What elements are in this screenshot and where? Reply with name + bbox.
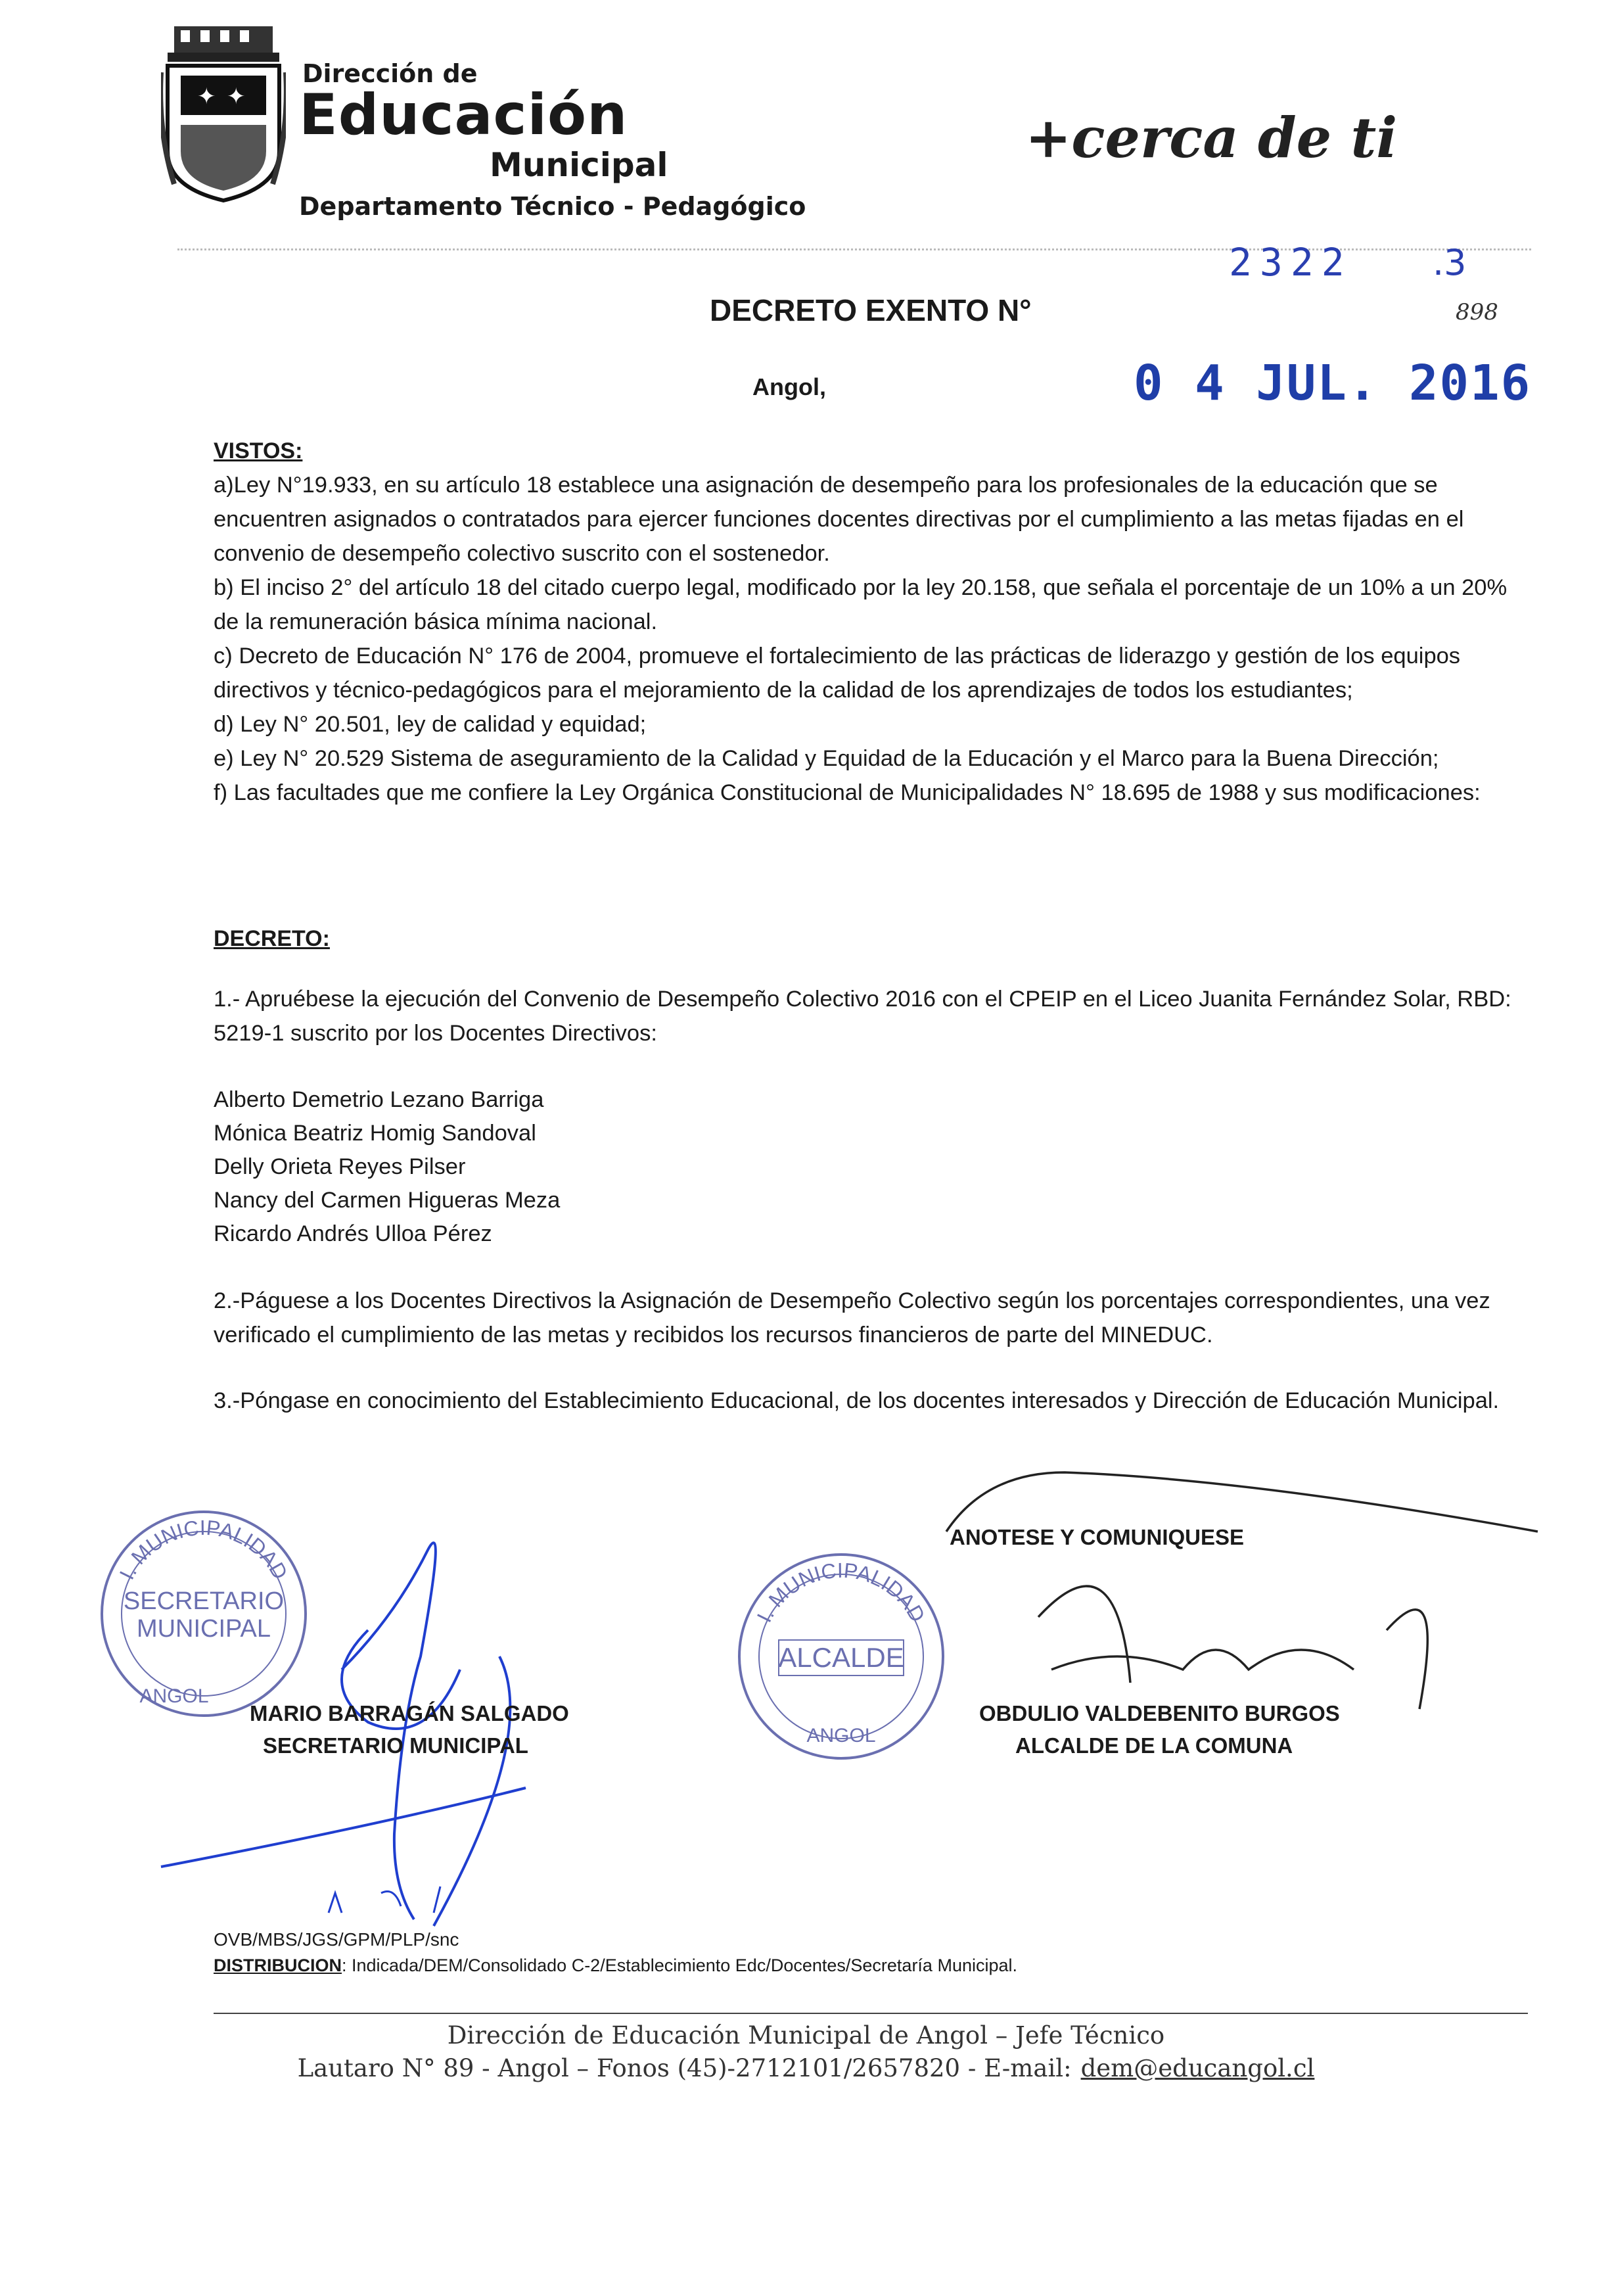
mayor-name: OBDULIO VALDEBENITO BURGOS <box>979 1701 1340 1725</box>
list-item: Mónica Beatriz Homig Sandoval <box>214 1121 536 1146</box>
header-title: Educación <box>299 82 628 148</box>
vistos-item-e: e) Ley N° 20.529 Sistema de aseguramiento de la Calidad y Equidad de la Educación y el Marco para la Buena Dirección; <box>214 746 1439 771</box>
secretary-title: SECRETARIO MUNICIPAL <box>263 1733 528 1758</box>
slogan: +cerca de ti <box>1025 105 1398 170</box>
decreto-item-3: 3.-Póngase en conocimiento del Establecimiento Educacional, de los docentes interesados y Dirección de Educación Municipal. <box>214 1388 1500 1413</box>
secretary-seal-icon <box>95 1505 312 1722</box>
header-line-3: Municipal <box>490 146 668 184</box>
vistos-item-b: b) El inciso 2° del artículo 18 del citado cuerpo legal, modificado por la ley 20.158, que señala el porcentaje de un 10% a un 20% de la remuneración básica mínima nacional. <box>214 575 1508 634</box>
header-line-1: Dirección de <box>302 59 478 88</box>
seal-bottom: ANGOL <box>139 1685 209 1707</box>
distribution-label: DISTRIBUCION <box>214 1956 342 1975</box>
seal-ring-text: I. MUNICIPALIDAD <box>114 1515 293 1583</box>
vistos-item-d: d) Ley N° 20.501, ley de calidad y equidad; <box>214 712 647 737</box>
decree-title: DECRETO EXENTO N° <box>710 293 1032 327</box>
mayor-title: ALCALDE DE LA COMUNA <box>1015 1733 1293 1758</box>
decreto-section <box>214 922 1521 1418</box>
list-item: Delly Orieta Reyes Pilser <box>214 1154 466 1179</box>
decree-place: Angol, <box>752 373 826 400</box>
svg-text:✦: ✦ <box>197 84 216 109</box>
date-stamp: 0 4 JUL. 2016 <box>1134 355 1532 411</box>
initials: OVB/MBS/JGS/GPM/PLP/snc <box>214 1929 459 1950</box>
directors-list <box>214 1083 1521 1251</box>
seal-center: ALCALDE <box>778 1642 904 1673</box>
footer-line-2 <box>0 2054 1612 2082</box>
mayor-seal-icon <box>733 1548 950 1765</box>
vistos-item-a: a)Ley N°19.933, en su artículo 18 establece una asignación de desempeño para los profesionales de la educación que se encuentren asignados o contratados para ejercer funciones docentes directivas por el cumplimiento a las metas fijadas en el convenio de desempeño colectivo suscrito con el sostenedor. <box>214 473 1464 566</box>
decreto-heading: DECRETO: <box>214 926 330 951</box>
decreto-item-2: 2.-Páguese a los Docentes Directivos la Asignación de Desempeño Colectivo según los porcentajes correspondientes, una vez verificado el cumplimiento de las metas y recibidos los recursos financieros de parte del MINEDUC. <box>214 1288 1490 1347</box>
seal-center-1: SECRETARIO <box>123 1587 285 1615</box>
handwritten-number: 898 <box>1456 299 1498 325</box>
list-item: Ricardo Andrés Ulloa Pérez <box>214 1221 492 1246</box>
distribution-text: : Indicada/DEM/Consolidado C-2/Establecimiento Edc/Docentes/Secretaría Municipal. <box>342 1956 1018 1975</box>
decreto-item-1: 1.- Apruébese la ejecución del Convenio de Desempeño Colectivo 2016 con el CPEIP en el Liceo Juanita Fernández Solar, RBD: 5219-1 suscrito por los Docentes Directivos: <box>214 987 1511 1046</box>
seal-ring-text: I. MUNICIPALIDAD <box>752 1558 931 1626</box>
list-item: Alberto Demetrio Lezano Barriga <box>214 1087 544 1112</box>
vistos-section <box>214 434 1521 810</box>
secretary-name: MARIO BARRAGÁN SALGADO <box>250 1701 569 1725</box>
distribution <box>214 1956 1017 1976</box>
decree-number-stamp: 2322 <box>1229 240 1352 285</box>
footer-address: Lautaro N° 89 - Angol – Fonos (45)-2712101/2657820 - E-mail: <box>297 2054 1072 2082</box>
closing-phrase: ANOTESE Y COMUNIQUESE <box>950 1525 1245 1549</box>
vistos-item-f: f) Las facultades que me confiere la Ley Orgánica Constitucional de Municipalidades N° 18.695 de 1988 y sus modificaciones: <box>214 780 1481 805</box>
svg-text:✦: ✦ <box>227 84 246 109</box>
stamp-mark: .3 <box>1433 242 1467 283</box>
seal-bottom: ANGOL <box>806 1725 876 1746</box>
vistos-heading: VISTOS: <box>214 438 303 463</box>
header-department: Departamento Técnico - Pedagógico <box>299 192 806 221</box>
footer-divider <box>214 2013 1528 2014</box>
seal-center-2: MUNICIPAL <box>136 1615 271 1643</box>
footer-email-link[interactable]: dem@educangol.cl <box>1080 2054 1315 2082</box>
footer-line-1: Dirección de Educación Municipal de Angol – Jefe Técnico <box>447 2021 1165 2050</box>
list-item: Nancy del Carmen Higueras Meza <box>214 1188 561 1213</box>
municipal-crest-icon <box>161 26 286 204</box>
vistos-item-c: c) Decreto de Educación N° 176 de 2004, promueve el fortalecimiento de las prácticas de liderazgo y gestión de los equipos directivos y técnico-pedagógicos para el mejoramiento de la calidad de los aprendizajes de todos los estudiantes; <box>214 644 1461 703</box>
